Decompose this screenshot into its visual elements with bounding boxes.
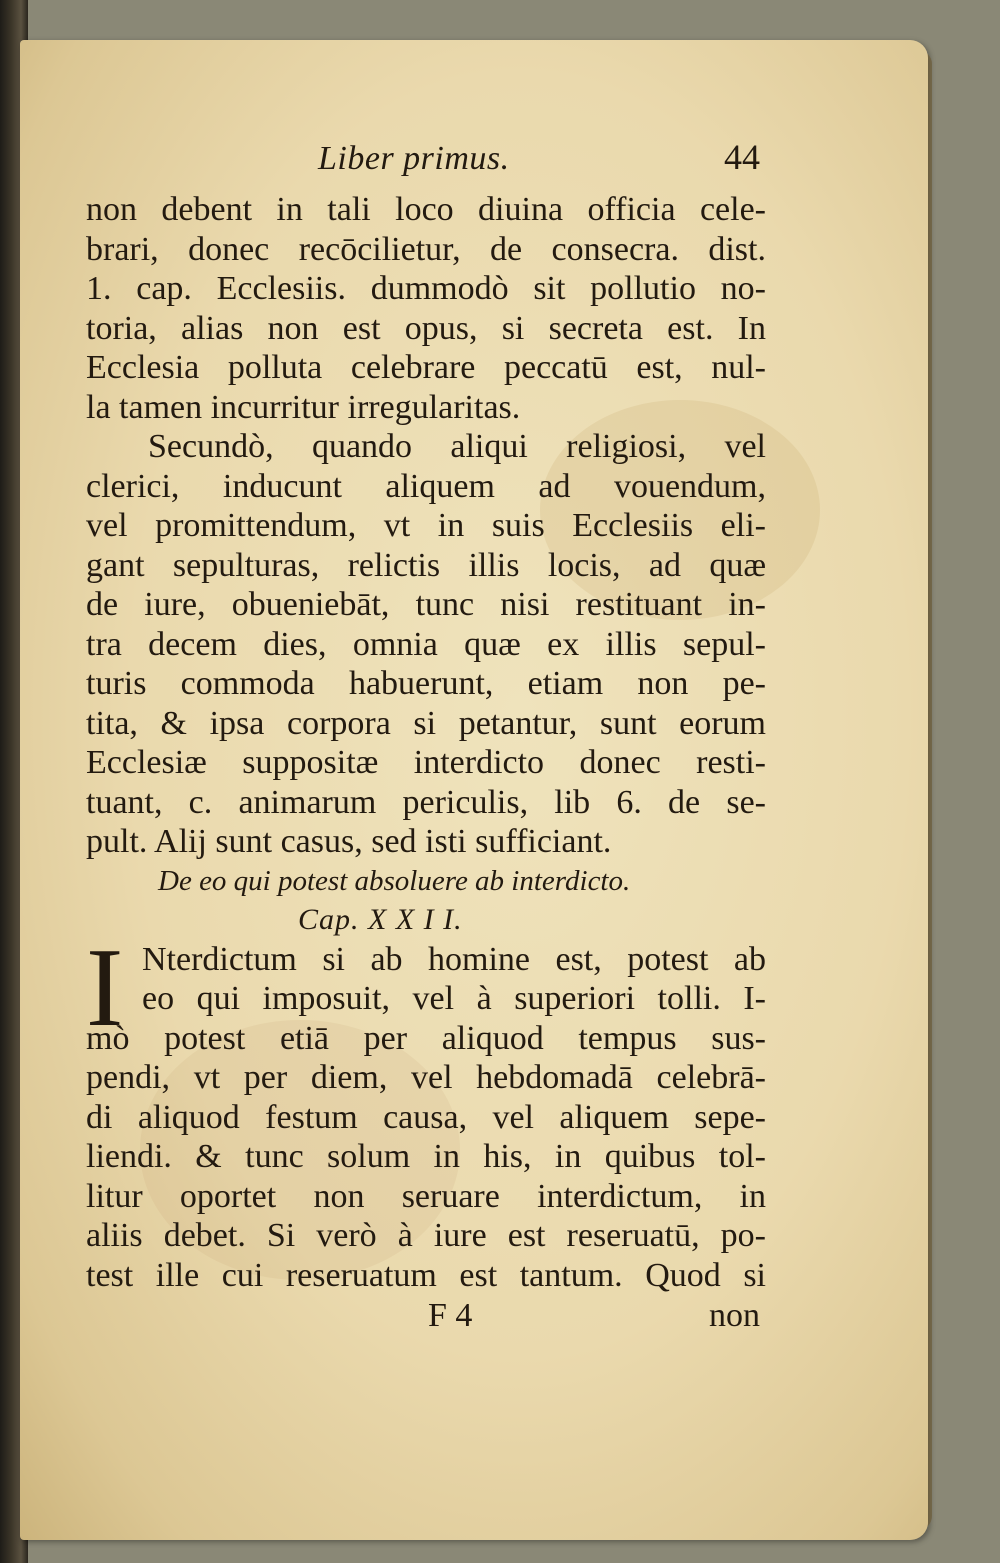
chapter-label: Cap. X X I I. bbox=[298, 902, 463, 936]
text-line: Ecclesia polluta celebrare peccatū est, nul- bbox=[86, 349, 766, 386]
paragraph-3 bbox=[86, 925, 766, 1296]
text-line: vel promittendum, vt in suis Ecclesiis eli- bbox=[86, 507, 766, 544]
running-title: Liber primus. bbox=[318, 140, 510, 177]
text-line: pendi, vt per diem, vel hebdomadā celebrā- bbox=[86, 1059, 766, 1096]
paragraph-1 bbox=[86, 190, 766, 427]
catchword: non bbox=[709, 1297, 760, 1334]
text-line: brari, donec recōcilietur, de consecra. dist. bbox=[86, 230, 766, 268]
text-line: eo qui imposuit, vel à superiori tolli. I- bbox=[142, 980, 766, 1017]
text-line: liendi. & tunc solum in his, in quibus tol- bbox=[86, 1138, 766, 1175]
paragraph-2 bbox=[86, 427, 766, 862]
text-line: toria, alias non est opus, si secreta est. In bbox=[86, 309, 766, 347]
text-line: Secundò, quando aliqui religiosi, vel bbox=[148, 428, 766, 465]
text-line: tra decem dies, omnia quæ ex illis sepul- bbox=[86, 625, 766, 663]
page-header bbox=[86, 137, 766, 190]
text-line: tita, & ipsa corpora si petantur, sunt eorum bbox=[86, 704, 766, 742]
page-text bbox=[86, 137, 766, 1337]
drop-cap-initial: I bbox=[86, 925, 124, 1050]
text-line: pult. Alij sunt casus, sed isti sufficiant. bbox=[86, 823, 612, 860]
text-line: tuant, c. animarum periculis, lib 6. de se- bbox=[86, 783, 766, 821]
section-heading: De eo qui potest absoluere ab interdicto. bbox=[158, 864, 631, 897]
page-footer bbox=[86, 1295, 766, 1337]
text-line: non debent in tali loco diuina officia cele- bbox=[86, 191, 766, 228]
text-line: 1. cap. Ecclesiis. dummodò sit pollutio no- bbox=[86, 270, 766, 307]
text-line: la tamen incurritur irregularitas. bbox=[86, 388, 521, 426]
text-line: test ille cui reseruatum est tantum. Quod si bbox=[86, 1256, 766, 1294]
signature-mark: F 4 bbox=[428, 1297, 473, 1334]
text-line: gant sepulturas, relictis illis locis, ad quæ bbox=[86, 546, 766, 584]
text-line: mò potest etiā per aliquod tempus sus- bbox=[86, 1019, 766, 1057]
text-line: turis commoda habuerunt, etiam non pe- bbox=[86, 665, 766, 702]
text-line: clerici, inducunt aliquem ad vouendum, bbox=[86, 467, 766, 505]
text-line: di aliquod festum causa, vel aliquem sepe- bbox=[86, 1098, 766, 1136]
text-line: aliis debet. Si verò à iure est reseruatū, po- bbox=[86, 1217, 766, 1254]
text-line: Nterdictum si ab homine est, potest ab bbox=[142, 940, 766, 978]
page-number: 44 bbox=[724, 137, 760, 177]
text-line: litur oportet non seruare interdictum, in bbox=[86, 1177, 766, 1215]
text-line: de iure, obueniebāt, tunc nisi restituant in- bbox=[86, 586, 766, 623]
text-line: Ecclesiæ suppositæ interdicto donec resti- bbox=[86, 744, 766, 781]
